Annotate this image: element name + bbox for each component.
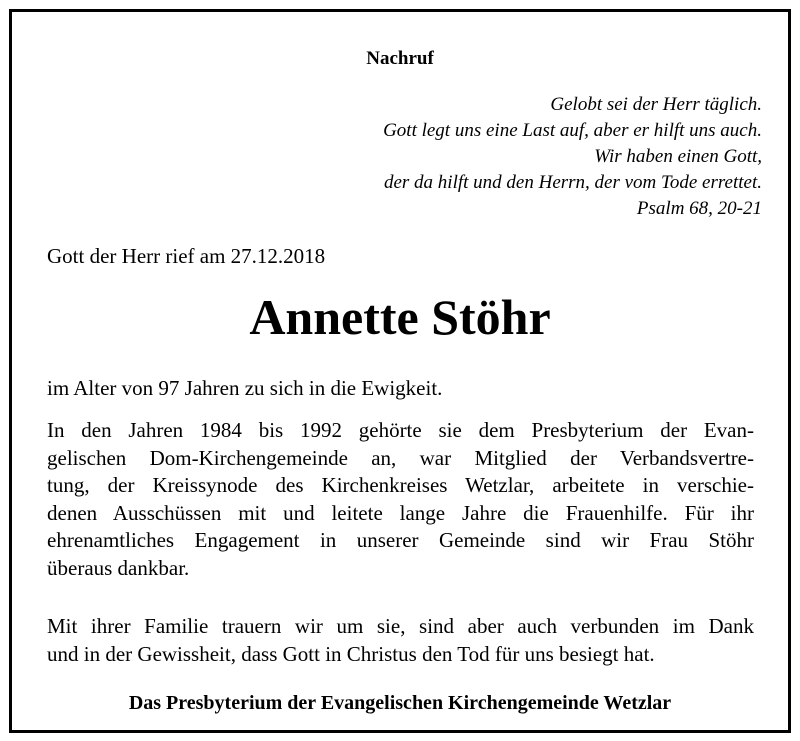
paragraph-line: In den Jahren 1984 bis 1992 gehörte sie dem Presbyterium der Evan- [47, 418, 754, 442]
heading: Nachruf [366, 48, 434, 69]
verse-line: der da hilft und den Herrn, der vom Tode errettet. [383, 172, 762, 193]
verse-line: Wir haben einen Gott, [594, 146, 762, 167]
verse-reference: Psalm 68, 20-21 [636, 198, 762, 219]
paragraph-mourning [47, 613, 754, 668]
paragraph-line: gelischen Dom-Kirchengemeinde an, war Mitglied der Verbandsvertre- [47, 445, 754, 470]
deceased-name: Annette Stöhr [249, 289, 551, 345]
paragraph-line: und in der Gewissheit, dass Gott in Christus den Tod für uns besiegt hat. [47, 641, 655, 666]
paragraph-line: Mit ihrer Familie trauern wir um sie, sind aber auch verbunden im Dank [47, 614, 754, 638]
paragraph-line: ehrenamtliches Engagement in unserer Gemeinde sind wir Frau Stöhr [47, 528, 754, 552]
paragraph-line: tung, der Kreissynode des Kirchenkreises Wetzlar, arbeitete in verschie- [47, 473, 754, 497]
signature: Das Presbyterium der Evangelischen Kirchengemeinde Wetzlar [128, 692, 672, 714]
verse-line: Gott legt uns eine Last auf, aber er hilft uns auch. [383, 120, 762, 141]
bible-verse [383, 92, 762, 222]
paragraph-service [47, 417, 754, 582]
paragraph-line: denen Ausschüssen mit und leitete lange Jahre die Frauenhilfe. Für ihr [47, 500, 754, 525]
paragraph-line: überaus dankbar. [47, 555, 190, 580]
age-line: im Alter von 97 Jahren zu sich in die Ewigkeit. [47, 376, 443, 400]
verse-line: Gelobt sei der Herr täglich. [550, 94, 762, 115]
obituary-frame [9, 9, 791, 733]
intro-line: Gott der Herr rief am 27.12.2018 [47, 244, 326, 268]
